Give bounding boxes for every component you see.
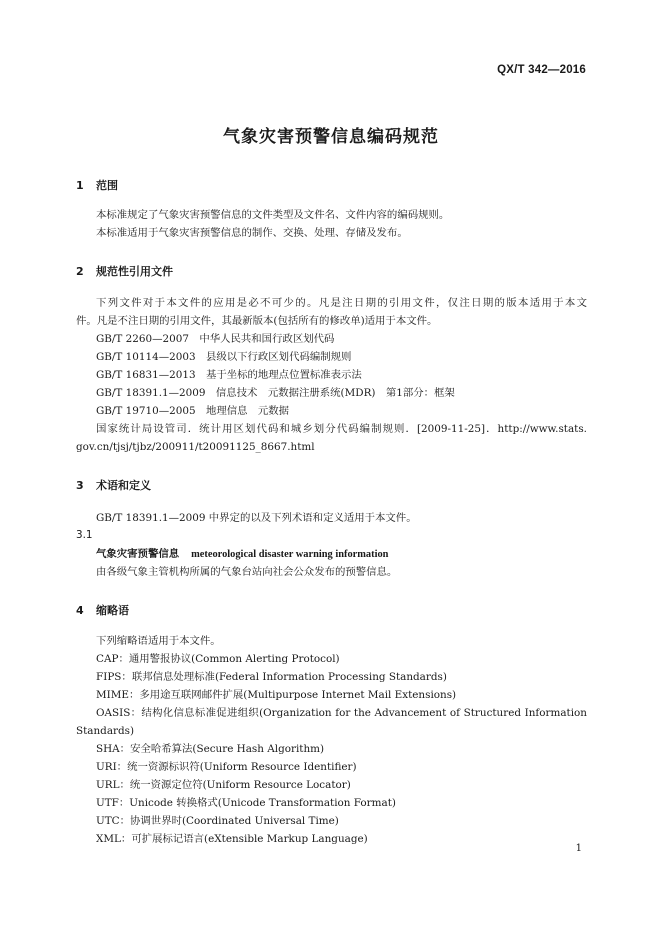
term-entry (96, 547, 388, 562)
section-3-heading (76, 477, 151, 493)
reference-item: GB/T 19710—2005 地理信息 元数据 (96, 405, 290, 417)
section-2-heading (76, 263, 173, 279)
reference-item: 国家统计局设管司．统计用区划代码和城乡划分代码编制规则．[2009-11-25]．http://www.stats. (96, 423, 587, 435)
paragraph: 件。凡是不注日期的引用文件，其最新版本(包括所有的修改单)适用于本文件。 (76, 315, 438, 327)
reference-item: GB/T 16831—2013 基于坐标的地理点位置标准表示法 (96, 369, 362, 381)
section-1-heading (76, 177, 118, 193)
abbreviation-item: SHA：安全哈希算法(Secure Hash Algorithm) (96, 743, 325, 755)
paragraph: GB/T 18391.1—2009 中界定的以及下列术语和定义适用于本文件。 (96, 512, 417, 524)
section-title: 术语和定义 (96, 479, 151, 492)
section-number: 4 (76, 604, 84, 617)
document-title: 气象灾害预警信息编码规范 (223, 127, 439, 147)
abbreviation-item: UTC：协调世界时(Coordinated Universal Time) (96, 815, 339, 827)
abbreviation-item-continued: Standards) (76, 725, 135, 737)
paragraph: 本标准规定了气象灾害预警信息的文件类型及文件名、文件内容的编码规则。 (96, 209, 450, 221)
page-number: 1 (575, 843, 582, 854)
section-number: 2 (76, 265, 84, 278)
paragraph: 下列文件对于本文件的应用是必不可少的。凡是注日期的引用文件，仅注日期的版本适用于本文 (96, 297, 587, 309)
section-4-heading (76, 602, 129, 618)
term-english: meteorological disaster warning information (191, 549, 389, 560)
section-title: 范围 (96, 179, 118, 192)
abbreviation-item: MIME：多用途互联网邮件扩展(Multipurpose Internet Mail Extensions) (96, 689, 457, 701)
section-title: 缩略语 (96, 604, 129, 617)
reference-item: GB/T 2260—2007 中华人民共和国行政区划代码 (96, 333, 335, 345)
subsection-number: 3.1 (76, 529, 93, 541)
reference-url: gov.cn/tjsj/tjbz/200911/t20091125_8667.html (76, 441, 315, 453)
paragraph: 本标准适用于气象灾害预警信息的制作、交换、处理、存储及发布。 (96, 227, 408, 239)
term-chinese: 气象灾害预警信息 (96, 548, 180, 560)
abbreviation-item: UTF：Unicode 转换格式(Unicode Transformation Format) (96, 797, 396, 809)
abbreviation-item: XML：可扩展标记语言(eXtensible Markup Language) (96, 833, 368, 845)
section-title: 规范性引用文件 (96, 265, 173, 278)
paragraph: 下列缩略语适用于本文件。 (96, 635, 221, 647)
abbreviation-item: URI：统一资源标识符(Uniform Resource Identifier) (96, 761, 357, 773)
abbreviation-item: CAP：通用警报协议(Common Alerting Protocol) (96, 653, 340, 665)
abbreviation-item: OASIS：结构化信息标准促进组织(Organization for the Advancement of Structured Information (96, 707, 587, 719)
section-number: 1 (76, 179, 84, 192)
section-number: 3 (76, 479, 84, 492)
standard-code: QX/T 342—2016 (497, 64, 586, 76)
reference-item: GB/T 10114—2003 县级以下行政区划代码编制规则 (96, 351, 352, 363)
abbreviation-item: URL：统一资源定位符(Uniform Resource Locator) (96, 779, 351, 791)
abbreviation-item: FIPS：联邦信息处理标准(Federal Information Processing Standards) (96, 671, 447, 683)
term-definition: 由各级气象主管机构所属的气象台站向社会公众发布的预警信息。 (96, 566, 398, 578)
reference-item: GB/T 18391.1—2009 信息技术 元数据注册系统(MDR) 第1部分：框架 (96, 387, 455, 399)
